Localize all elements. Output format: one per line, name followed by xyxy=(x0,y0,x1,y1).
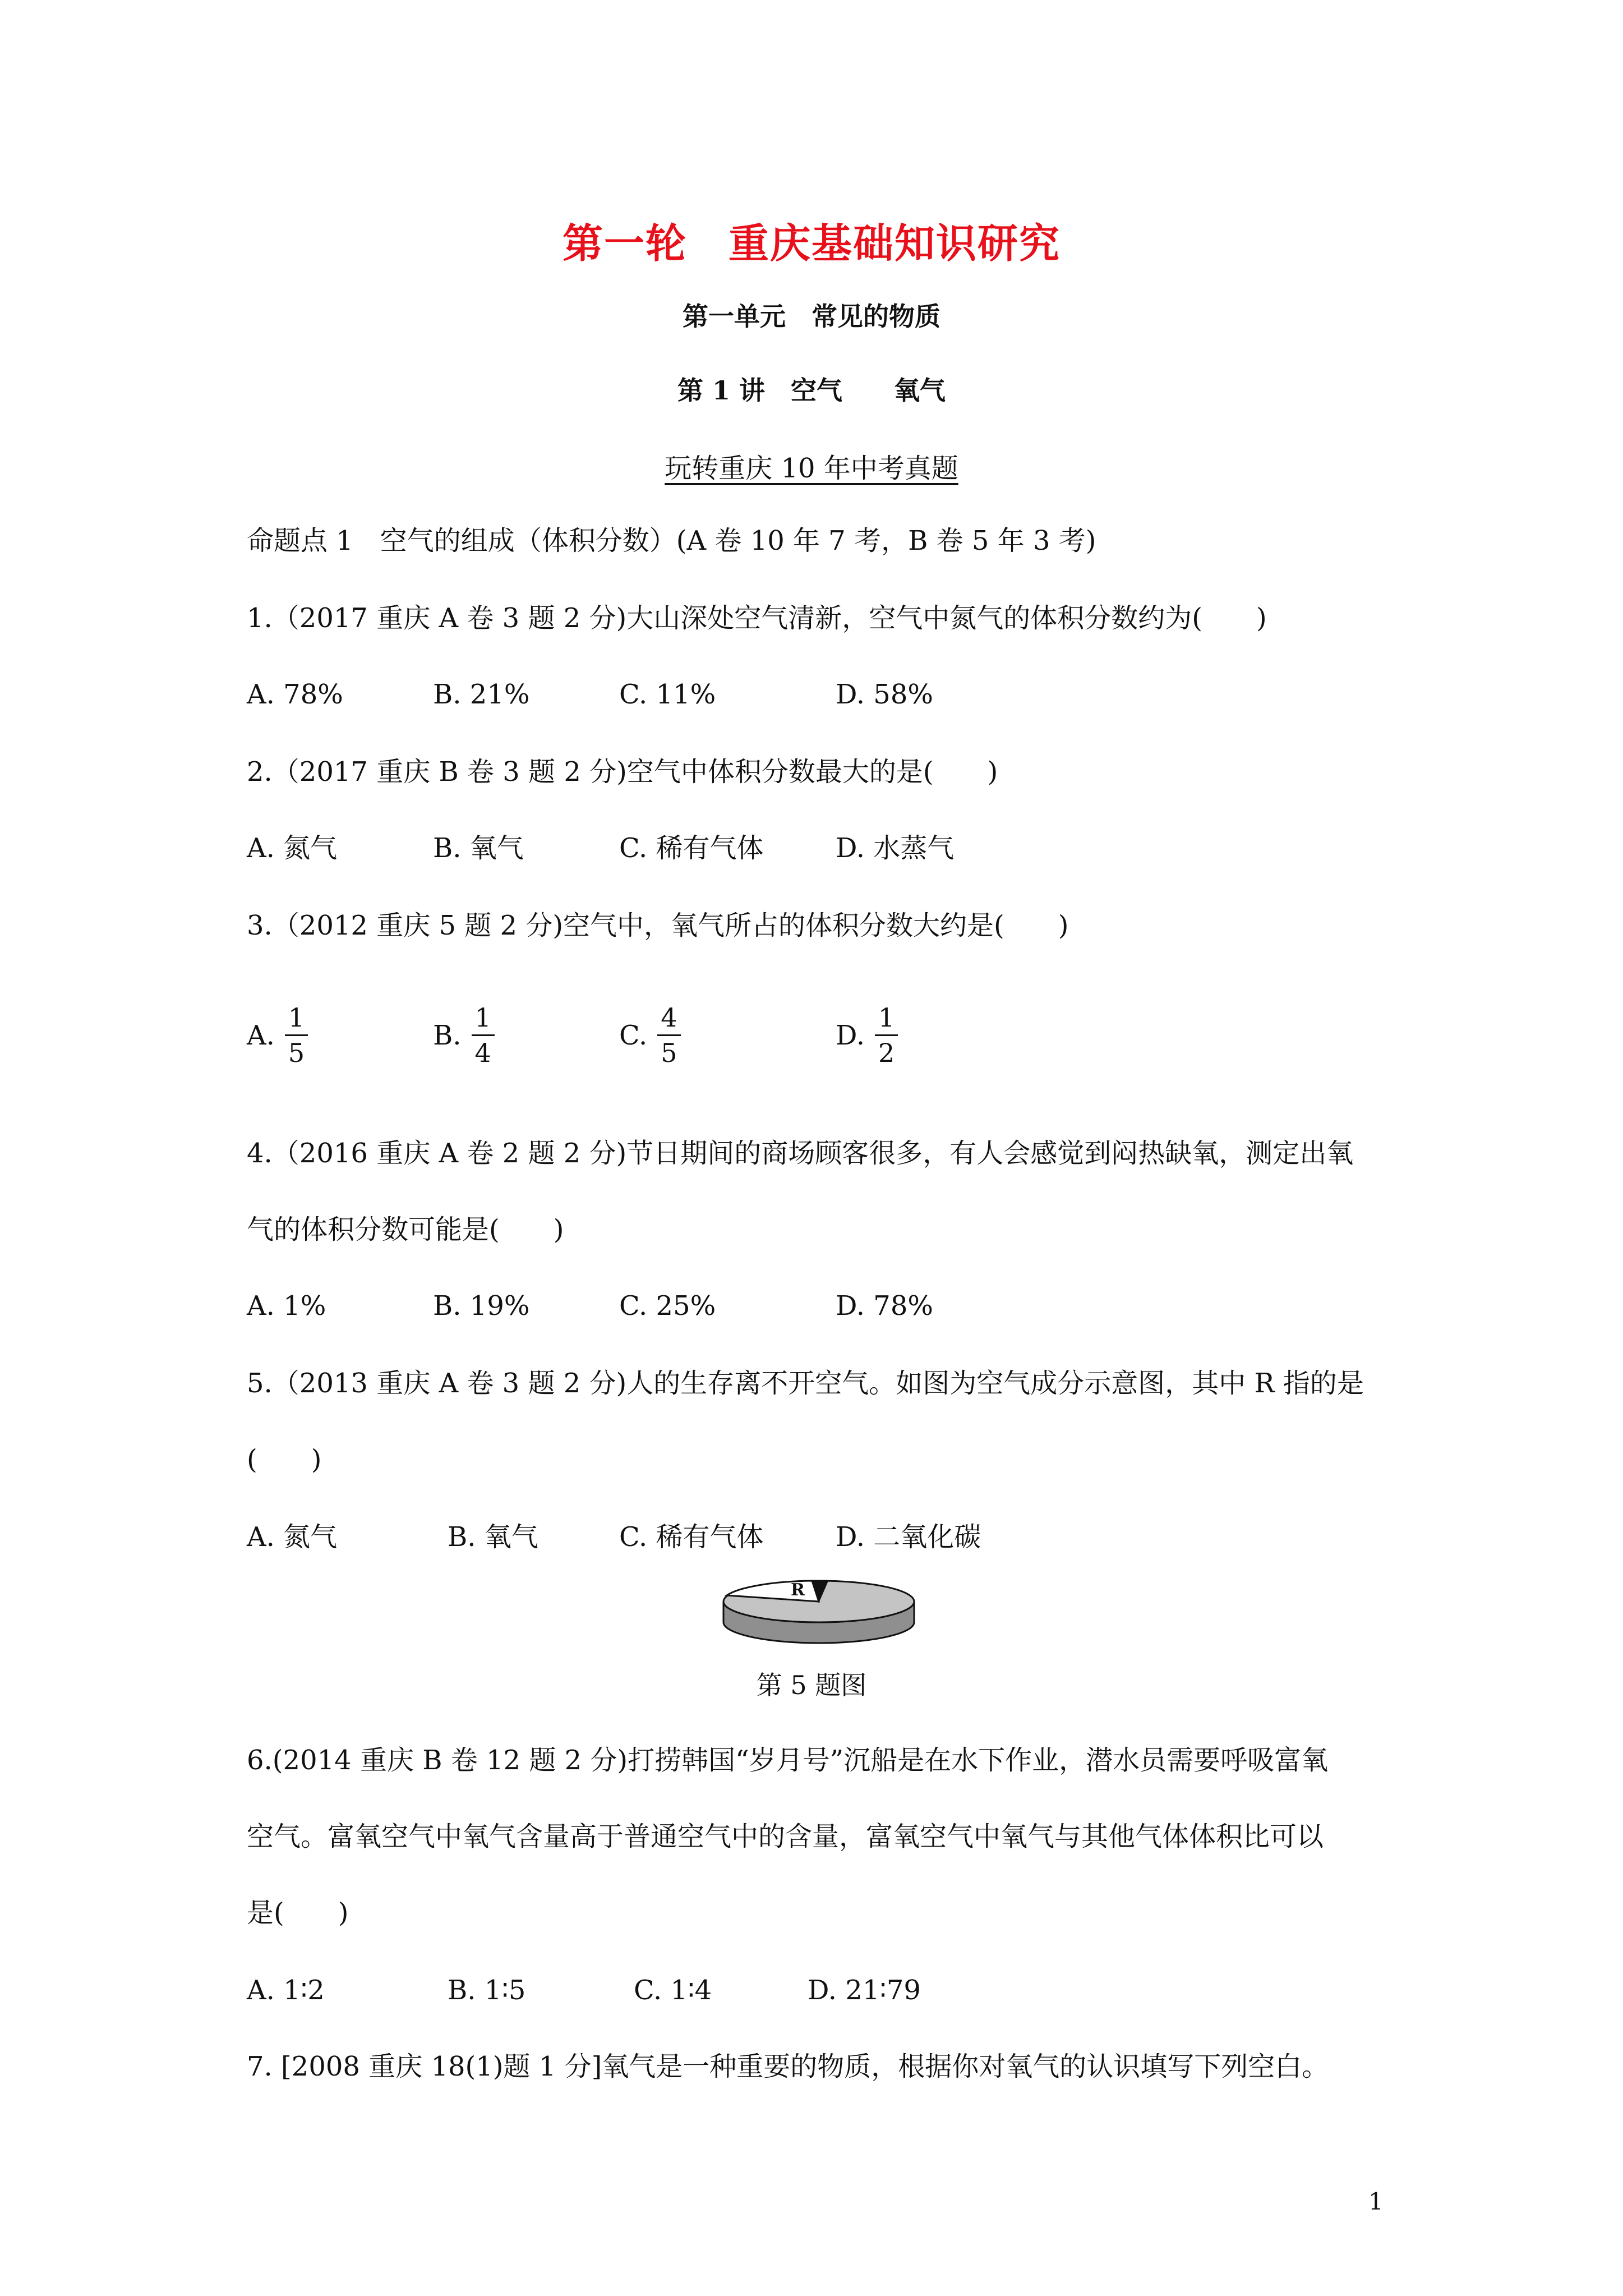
q3-option-d-letter: D. xyxy=(836,1019,865,1051)
question-4-text-line-2: 气的体积分数可能是( ) xyxy=(247,1214,564,1245)
q4-option-a: A. 1% xyxy=(247,1290,326,1322)
fraction-denominator: 2 xyxy=(878,1038,895,1068)
q3-option-d xyxy=(836,1001,898,1070)
question-1-text: 1.（2017 重庆 A 卷 3 题 2 分)大山深处空气清新，空气中氮气的体积分数约为( ) xyxy=(247,602,1267,634)
q3-option-b xyxy=(433,1001,495,1070)
topic-heading: 命题点 1 空气的组成（体积分数）(A 卷 10 年 7 考，B 卷 5 年 3 考) xyxy=(247,525,1096,556)
question-6-text-line-2: 空气。富氧空气中氧气含量高于普通空气中的含量，富氧空气中氧气与其他气体体积比可以 xyxy=(247,1821,1324,1852)
q4-option-b: B. 19% xyxy=(433,1290,530,1322)
q3-option-d-fraction xyxy=(875,1001,898,1070)
q2-option-b: B. 氧气 xyxy=(433,832,524,864)
fraction-numerator: 1 xyxy=(472,1001,495,1036)
section-banner-text: 玩转重庆 10 年中考真题 xyxy=(665,453,958,484)
q2-option-c: C. 稀有气体 xyxy=(619,832,764,864)
q3-option-a xyxy=(247,1001,308,1070)
q3-option-c-fraction xyxy=(657,1001,680,1070)
q6-option-d: D. 21∶79 xyxy=(808,1975,921,2006)
section-banner xyxy=(0,447,1623,485)
fraction-numerator: 4 xyxy=(657,1001,680,1036)
q3-option-a-letter: A. xyxy=(247,1019,275,1051)
question-2-text: 2.（2017 重庆 B 卷 3 题 2 分)空气中体积分数最大的是( ) xyxy=(247,756,998,788)
pie-label-r: R xyxy=(791,1580,805,1600)
q6-option-b: B. 1∶5 xyxy=(448,1975,526,2006)
q3-option-b-fraction xyxy=(472,1001,495,1070)
q3-option-b-letter: B. xyxy=(433,1019,462,1051)
air-composition-pie-figure xyxy=(718,1571,920,1649)
fraction-denominator: 4 xyxy=(474,1038,491,1068)
main-title: 第一轮 重庆基础知识研究 xyxy=(562,219,1061,267)
fraction-denominator: 5 xyxy=(288,1038,305,1068)
question-7-text: 7. [2008 重庆 18(1)题 1 分]氧气是一种重要的物质，根据你对氧气的认识填写下列空白。 xyxy=(247,2051,1329,2082)
q3-option-c-letter: C. xyxy=(619,1019,648,1051)
unit-title: 第一单元 常见的物质 xyxy=(683,301,940,332)
q3-option-a-fraction xyxy=(285,1001,308,1070)
q4-option-c: C. 25% xyxy=(619,1290,716,1322)
question-3-text: 3.（2012 重庆 5 题 2 分)空气中，氧气所占的体积分数大约是( ) xyxy=(247,910,1069,941)
page-number: 1 xyxy=(1368,2188,1384,2215)
question-6-text-line-1: 6.(2014 重庆 B 卷 12 题 2 分)打捞韩国“岁月号”沉船是在水下作业，潜水员需要呼吸富氧 xyxy=(247,1745,1329,1776)
q1-option-d: D. 58% xyxy=(836,679,933,710)
q5-option-c: C. 稀有气体 xyxy=(619,1521,764,1553)
q6-option-c: C. 1∶4 xyxy=(634,1975,712,2006)
lecture-title: 第 1 讲 空气 氧气 xyxy=(677,375,946,406)
question-5-text-line-1: 5.（2013 重庆 A 卷 3 题 2 分)人的生存离不开空气。如图为空气成分示意图，其中 R 指的是 xyxy=(247,1368,1364,1399)
q5-option-b: B. 氧气 xyxy=(448,1521,538,1553)
fraction-numerator: 1 xyxy=(285,1001,308,1036)
question-6-text-line-3: 是( ) xyxy=(247,1897,349,1929)
question-4-text-line-1: 4.（2016 重庆 A 卷 2 题 2 分)节日期间的商场顾客很多，有人会感觉到闷热缺氧，测定出氧 xyxy=(247,1138,1354,1169)
question-5-text-line-2: ( ) xyxy=(247,1444,322,1475)
q5-option-d: D. 二氧化碳 xyxy=(836,1521,981,1553)
q6-option-a: A. 1∶2 xyxy=(247,1975,325,2006)
q1-option-c: C. 11% xyxy=(619,679,716,710)
q4-option-d: D. 78% xyxy=(836,1290,933,1322)
fraction-denominator: 5 xyxy=(661,1038,677,1068)
q5-option-a: A. 氮气 xyxy=(247,1521,338,1553)
q2-option-a: A. 氮气 xyxy=(247,832,338,864)
q1-option-a: A. 78% xyxy=(247,679,343,710)
q2-option-d: D. 水蒸气 xyxy=(836,832,955,864)
q1-option-b: B. 21% xyxy=(433,679,530,710)
q3-option-c xyxy=(619,1001,681,1070)
fraction-numerator: 1 xyxy=(875,1001,898,1036)
figure-caption: 第 5 题图 xyxy=(756,1670,867,1700)
